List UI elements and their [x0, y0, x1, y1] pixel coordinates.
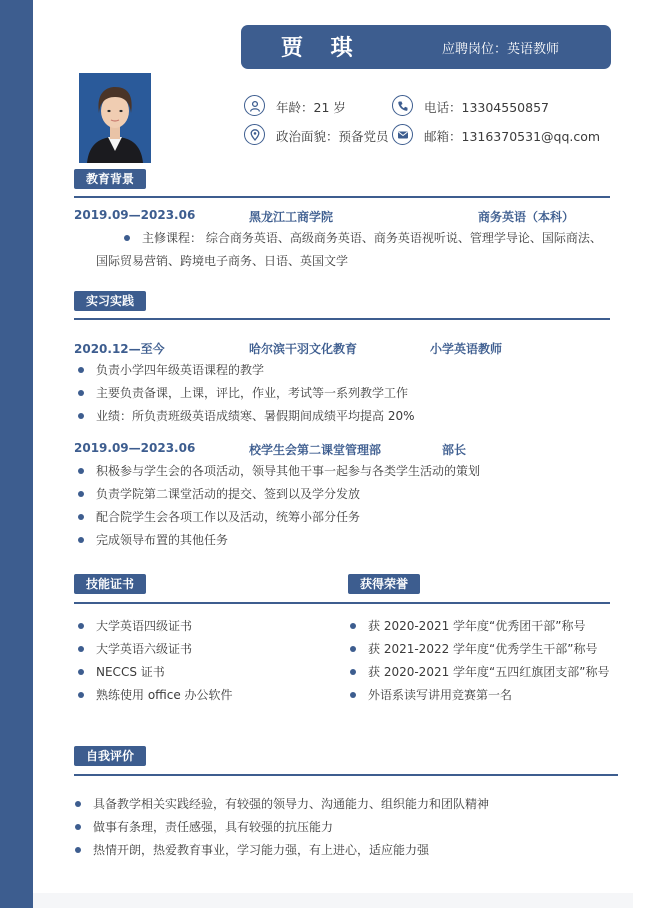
list-item: 获 2021-2022 学年度“优秀学生干部”称号 [368, 642, 598, 656]
portrait-illustration [79, 73, 151, 163]
section-title-self-evaluation: 自我评价 [74, 746, 146, 766]
phone-text: 电话：13304550857 [424, 100, 549, 115]
location-icon [244, 124, 265, 145]
internship-period: 2020.12—至今 [74, 342, 165, 356]
list-item: NECCS 证书 [96, 665, 165, 679]
section-title-internship: 实习实践 [74, 291, 146, 311]
job-target: 应聘岗位：英语教师 [441, 42, 559, 57]
internship-org: 哈尔滨干羽文化教育 [249, 342, 358, 356]
education-major: 商务英语（本科） [478, 210, 575, 224]
section-divider [74, 774, 618, 776]
list-item: 大学英语六级证书 [96, 642, 193, 656]
list-item: 大学英语四级证书 [96, 619, 193, 633]
list-item: 完成领导布置的其他任务 [96, 533, 229, 547]
candidate-name: 贾 琪 [281, 36, 363, 61]
mail-icon [392, 124, 413, 145]
education-courses: 主修课程： 综合商务英语、高级商务英语、商务英语视听说、管理学导论、国际商法、 [142, 231, 602, 245]
age-text: 年龄：21 岁 [276, 100, 346, 115]
internship-org: 校学生会第二课堂管理部 [249, 443, 382, 457]
phone-icon [392, 95, 413, 116]
politics-text: 政治面貌：预备党员 [276, 129, 389, 144]
page-footer-shade [33, 893, 633, 908]
section-divider [74, 318, 610, 320]
name-banner [241, 25, 611, 69]
internship-period: 2019.09—2023.06 [74, 441, 196, 455]
person-icon [244, 95, 265, 116]
list-item: 外语系读写讲用竞赛第一名 [368, 688, 513, 702]
list-item: 负责学院第二课堂活动的提交、签到以及学分发放 [96, 487, 361, 501]
profile-photo [79, 73, 151, 163]
list-item: 做事有条理，责任感强，具有较强的抗压能力 [93, 820, 334, 834]
education-period: 2019.09—2023.06 [74, 208, 196, 222]
email-text: 邮箱：1316370531@qq.com [424, 129, 601, 144]
internship-role: 部长 [442, 443, 467, 457]
list-item: 积极参与学生会的各项活动，领导其他干事一起参与各类学生活动的策划 [96, 464, 481, 478]
section-title-honors: 获得荣誉 [348, 574, 420, 594]
list-item: 负责小学四年级英语课程的教学 [96, 363, 265, 377]
list-item: 具备教学相关实践经验，有较强的领导力、沟通能力、组织能力和团队精神 [93, 797, 490, 811]
section-title-skills: 技能证书 [74, 574, 146, 594]
list-item: 主要负责备课，上课，评比，作业，考试等一系列教学工作 [96, 386, 409, 400]
section-title-education: 教育背景 [74, 169, 146, 189]
education-school: 黑龙江工商学院 [249, 210, 334, 224]
list-item: 获 2020-2021 学年度“五四红旗团支部”称号 [368, 665, 610, 679]
left-sidebar-bar [0, 0, 33, 908]
list-item: 熟练使用 office 办公软件 [96, 688, 233, 702]
list-item: 获 2020-2021 学年度“优秀团干部”称号 [368, 619, 586, 633]
education-courses-continued: 国际贸易营销、跨境电子商务、日语、英国文学 [96, 254, 349, 268]
list-item: 业绩：所负责班级英语成绩寒、暑假期间成绩平均提高 20% [96, 409, 415, 423]
section-divider [74, 196, 610, 198]
section-divider [74, 602, 610, 604]
list-item: 配合院学生会各项工作以及活动，统筹小部分任务 [96, 510, 361, 524]
list-item: 热情开朗，热爱教育事业，学习能力强，有上进心，适应能力强 [93, 843, 430, 857]
internship-role: 小学英语教师 [430, 342, 503, 356]
